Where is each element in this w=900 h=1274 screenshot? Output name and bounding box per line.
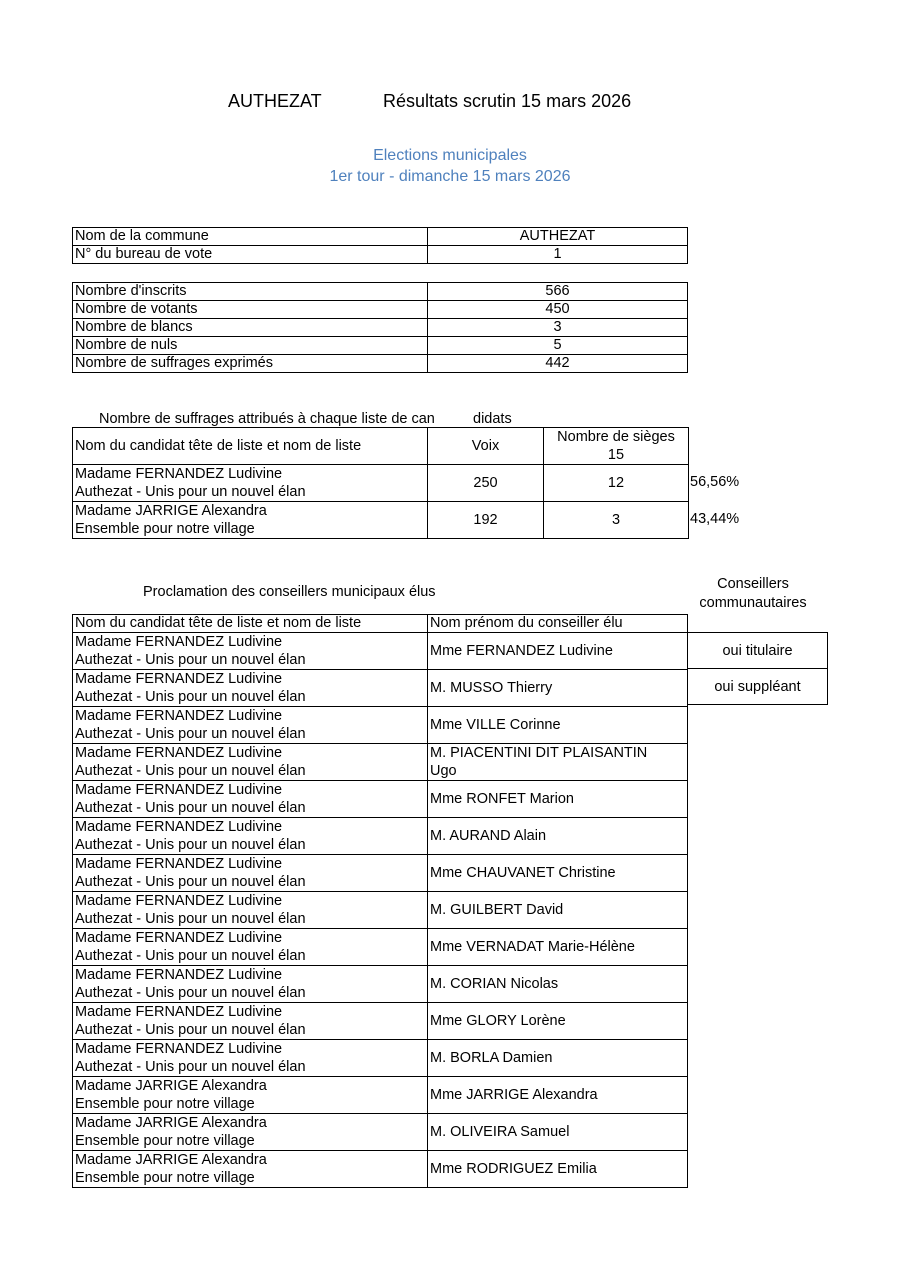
table-row: [73, 465, 689, 502]
voix-cell: 250: [428, 465, 544, 502]
proclamation-table: [72, 614, 688, 1188]
suffrages-caption-end: didats: [473, 411, 512, 427]
col-header-sieges: [544, 428, 689, 465]
stats-table: [72, 282, 688, 373]
head-of-list: Madame FERNANDEZ Ludivine: [75, 1004, 283, 1020]
elected-cell: [428, 744, 688, 781]
elected-cell: [428, 892, 688, 929]
row-label: Nombre de nuls: [73, 337, 428, 355]
row-value: 5: [428, 337, 688, 355]
head-of-list: Madame FERNANDEZ Ludivine: [75, 634, 283, 650]
head-of-list: Madame FERNANDEZ Ludivine: [75, 782, 283, 798]
list-cell: [73, 1114, 428, 1151]
list-name: Authezat - Unis pour un nouvel élan: [75, 874, 306, 890]
list-name: Authezat - Unis pour un nouvel élan: [75, 1022, 306, 1038]
elected-name: M. BORLA Damien: [430, 1050, 553, 1066]
table-row: [73, 283, 688, 301]
communautaires-line2: communautaires: [699, 595, 807, 611]
communautaires-header: [688, 575, 818, 613]
col-header-list: Nom du candidat tête de liste et nom de liste: [73, 615, 428, 633]
table-row: [73, 301, 688, 319]
row-label: N° du bureau de vote: [73, 246, 428, 264]
elected-name: Mme RODRIGUEZ Emilia: [430, 1161, 597, 1177]
list-name: Authezat - Unis pour un nouvel élan: [75, 1059, 306, 1075]
list-name: Authezat - Unis pour un nouvel élan: [75, 911, 306, 927]
page-title: Résultats scrutin 15 mars 2026: [383, 91, 632, 111]
table-row: [73, 670, 688, 707]
sieges-label: Nombre de sièges: [557, 429, 675, 445]
table-row: [688, 633, 828, 669]
row-value: 566: [428, 283, 688, 301]
elected-cell: [428, 1114, 688, 1151]
head-of-list: Madame FERNANDEZ Ludivine: [75, 466, 283, 482]
table-row: [73, 319, 688, 337]
list-cell: [73, 781, 428, 818]
elected-name: Mme GLORY Lorène: [430, 1013, 566, 1029]
table-header-row: [73, 428, 689, 465]
elected-name: Mme RONFET Marion: [430, 791, 574, 807]
head-of-list: Madame JARRIGE Alexandra: [75, 1152, 267, 1168]
row-value: AUTHEZAT: [428, 228, 688, 246]
round-subtitle: 1er tour - dimanche 15 mars 2026: [329, 168, 571, 185]
list-cell: [73, 502, 428, 539]
table-row: [73, 707, 688, 744]
table-row: [73, 502, 689, 539]
list-cell: [73, 929, 428, 966]
elected-name-cont: Ugo: [430, 763, 457, 779]
table-row: [73, 1003, 688, 1040]
list-name: Authezat - Unis pour un nouvel élan: [75, 763, 306, 779]
list-cell: [73, 1077, 428, 1114]
head-of-list: Madame JARRIGE Alexandra: [75, 1078, 267, 1094]
elected-name: M. CORIAN Nicolas: [430, 976, 559, 992]
head-of-list: Madame FERNANDEZ Ludivine: [75, 671, 283, 687]
election-subtitle: Elections municipales: [373, 147, 527, 164]
head-of-list: Madame FERNANDEZ Ludivine: [75, 745, 283, 761]
list-cell: [73, 744, 428, 781]
table-row: [73, 1077, 688, 1114]
elected-cell: [428, 929, 688, 966]
elected-cell: [428, 1040, 688, 1077]
communautaires-line1: Conseillers: [717, 576, 789, 592]
row-value: 1: [428, 246, 688, 264]
row-value: 450: [428, 301, 688, 319]
list-name: Ensemble pour notre village: [75, 521, 255, 537]
table-row: [73, 337, 688, 355]
table-row: [73, 355, 688, 373]
communautaire-cell: oui suppléant: [688, 669, 828, 705]
list-cell: [73, 670, 428, 707]
list-name: Authezat - Unis pour un nouvel élan: [75, 689, 306, 705]
list-name: Authezat - Unis pour un nouvel élan: [75, 726, 306, 742]
list-name: Authezat - Unis pour un nouvel élan: [75, 800, 306, 816]
list-cell: [73, 633, 428, 670]
row-value: 3: [428, 319, 688, 337]
table-row: [73, 855, 688, 892]
elected-name: M. AURAND Alain: [430, 828, 547, 844]
head-of-list: Madame JARRIGE Alexandra: [75, 1115, 267, 1131]
list-name: Ensemble pour notre village: [75, 1133, 255, 1149]
voix-cell: 192: [428, 502, 544, 539]
proclamation-caption: Proclamation des conseillers municipaux élus: [143, 584, 436, 600]
percentage-fernandez: 56,56%: [690, 474, 740, 490]
list-cell: [73, 465, 428, 502]
row-label: Nom de la commune: [73, 228, 428, 246]
list-cell: [73, 966, 428, 1003]
row-value: 442: [428, 355, 688, 373]
table-row: [73, 892, 688, 929]
table-row: [73, 1040, 688, 1077]
list-cell: [73, 1151, 428, 1188]
table-header-row: [73, 615, 688, 633]
sieges-total: 15: [607, 447, 625, 463]
elected-cell: [428, 1003, 688, 1040]
col-header-elu: Nom prénom du conseiller élu: [428, 615, 688, 633]
list-name: Authezat - Unis pour un nouvel élan: [75, 484, 306, 500]
list-name: Authezat - Unis pour un nouvel élan: [75, 837, 306, 853]
list-name: Authezat - Unis pour un nouvel élan: [75, 985, 306, 1001]
elected-name: M. GUILBERT David: [430, 902, 564, 918]
head-of-list: Madame FERNANDEZ Ludivine: [75, 893, 283, 909]
table-row: [73, 246, 688, 264]
head-of-list: Madame FERNANDEZ Ludivine: [75, 1041, 283, 1057]
row-label: Nombre de suffrages exprimés: [73, 355, 428, 373]
elected-name: Mme VERNADAT Marie-Hélène: [430, 939, 635, 955]
list-name: Ensemble pour notre village: [75, 1096, 255, 1112]
list-cell: [73, 707, 428, 744]
head-of-list: Madame FERNANDEZ Ludivine: [75, 930, 283, 946]
suffrages-table: [72, 427, 689, 539]
col-header-list: Nom du candidat tête de liste et nom de liste: [73, 428, 428, 465]
col-header-voix: Voix: [428, 428, 544, 465]
elected-name: M. OLIVEIRA Samuel: [430, 1124, 570, 1140]
table-row: [73, 633, 688, 670]
row-label: Nombre d'inscrits: [73, 283, 428, 301]
table-row: [73, 781, 688, 818]
table-row: [73, 929, 688, 966]
elected-name: M. MUSSO Thierry: [430, 680, 553, 696]
table-row: [73, 744, 688, 781]
elected-name: M. PIACENTINI DIT PLAISANTIN: [430, 745, 648, 761]
table-row: [73, 228, 688, 246]
elected-name: Mme FERNANDEZ Ludivine: [430, 643, 613, 659]
table-row: [73, 1151, 688, 1188]
elected-cell: [428, 781, 688, 818]
elected-name: Mme JARRIGE Alexandra: [430, 1087, 598, 1103]
row-label: Nombre de blancs: [73, 319, 428, 337]
sieges-cell: 12: [544, 465, 689, 502]
commune-table: [72, 227, 688, 264]
percentage-jarrige: 43,44%: [690, 511, 740, 527]
list-cell: [73, 1040, 428, 1077]
list-cell: [73, 1003, 428, 1040]
communautaires-table: [687, 632, 828, 705]
table-row: [73, 818, 688, 855]
elected-cell: [428, 855, 688, 892]
head-of-list: Madame FERNANDEZ Ludivine: [75, 856, 283, 872]
elected-cell: [428, 818, 688, 855]
table-row: [688, 669, 828, 705]
head-of-list: Madame JARRIGE Alexandra: [75, 503, 267, 519]
elected-cell: [428, 707, 688, 744]
elected-cell: [428, 633, 688, 670]
table-row: [73, 966, 688, 1003]
head-of-list: Madame FERNANDEZ Ludivine: [75, 819, 283, 835]
elected-name: Mme CHAUVANET Christine: [430, 865, 616, 881]
communautaire-cell: oui titulaire: [688, 633, 828, 669]
head-of-list: Madame FERNANDEZ Ludivine: [75, 967, 283, 983]
list-cell: [73, 818, 428, 855]
row-label: Nombre de votants: [73, 301, 428, 319]
elected-cell: [428, 966, 688, 1003]
elected-cell: [428, 1151, 688, 1188]
head-of-list: Madame FERNANDEZ Ludivine: [75, 708, 283, 724]
sieges-cell: 3: [544, 502, 689, 539]
list-name: Authezat - Unis pour un nouvel élan: [75, 948, 306, 964]
list-name: Authezat - Unis pour un nouvel élan: [75, 652, 306, 668]
list-cell: [73, 855, 428, 892]
list-cell: [73, 892, 428, 929]
elected-cell: [428, 670, 688, 707]
elected-cell: [428, 1077, 688, 1114]
commune-title: AUTHEZAT: [228, 91, 322, 111]
suffrages-caption: Nombre de suffrages attribués à chaque liste de can: [99, 411, 435, 427]
list-name: Ensemble pour notre village: [75, 1170, 255, 1186]
elected-name: Mme VILLE Corinne: [430, 717, 561, 733]
table-row: [73, 1114, 688, 1151]
